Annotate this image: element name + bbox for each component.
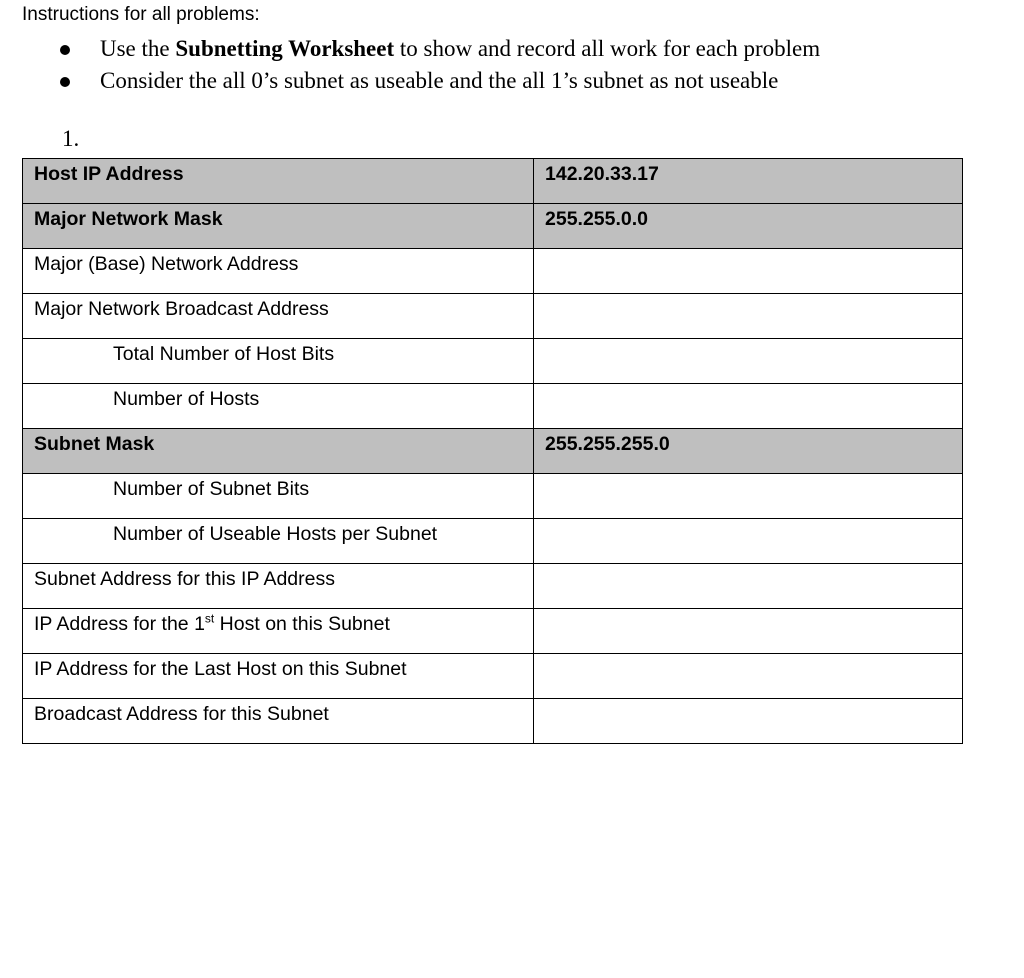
answer-cell[interactable] (534, 654, 963, 699)
table-row (23, 609, 963, 654)
label-text: Host on this Subnet (214, 613, 390, 635)
row-value: 255.255.255.0 (534, 429, 963, 474)
table-row (23, 474, 963, 519)
problem-number: 1. (62, 126, 80, 151)
row-label: Major Network Broadcast Address (23, 294, 534, 339)
answer-cell[interactable] (534, 564, 963, 609)
row-label: Host IP Address (23, 159, 534, 204)
instruction-text: Consider the all 0’s subnet as useable and the all 1’s subnet as not useable (100, 68, 779, 93)
answer-cell[interactable] (534, 339, 963, 384)
table-row (23, 339, 963, 384)
row-value: 142.20.33.17 (534, 159, 963, 204)
instructions-list (58, 34, 820, 98)
answer-cell[interactable] (534, 249, 963, 294)
answer-cell[interactable] (534, 699, 963, 744)
answer-cell[interactable] (534, 609, 963, 654)
row-value: 255.255.0.0 (534, 204, 963, 249)
row-label: Major Network Mask (23, 204, 534, 249)
answer-cell[interactable] (534, 474, 963, 519)
table-row (23, 654, 963, 699)
table-row (23, 294, 963, 339)
row-label: Number of Hosts (23, 384, 534, 429)
row-label: Total Number of Host Bits (23, 339, 534, 384)
answer-cell[interactable] (534, 384, 963, 429)
instruction-text: Use the (100, 36, 176, 61)
row-label: Major (Base) Network Address (23, 249, 534, 294)
row-label: IP Address for the Last Host on this Subnet (23, 654, 534, 699)
row-label: Broadcast Address for this Subnet (23, 699, 534, 744)
worksheet-name: Subnetting Worksheet (175, 36, 395, 61)
table-row (23, 564, 963, 609)
table-row (23, 159, 963, 204)
row-label: Subnet Mask (23, 429, 534, 474)
table-row (23, 204, 963, 249)
table-row (23, 519, 963, 564)
table-row (23, 429, 963, 474)
instructions-heading: Instructions for all problems: (22, 4, 260, 25)
row-label: Number of Subnet Bits (23, 474, 534, 519)
table-row (23, 699, 963, 744)
subnetting-table (22, 158, 963, 744)
instruction-item (58, 34, 820, 66)
row-label: Number of Useable Hosts per Subnet (23, 519, 534, 564)
ordinal-suffix: st (204, 611, 215, 626)
answer-cell[interactable] (534, 519, 963, 564)
label-text: IP Address for the 1 (34, 613, 205, 635)
answer-cell[interactable] (534, 294, 963, 339)
row-label (23, 609, 534, 654)
row-label: Subnet Address for this IP Address (23, 564, 534, 609)
table-row (23, 384, 963, 429)
table-row (23, 249, 963, 294)
instruction-item (58, 66, 820, 98)
instruction-text: to show and record all work for each problem (394, 36, 821, 61)
